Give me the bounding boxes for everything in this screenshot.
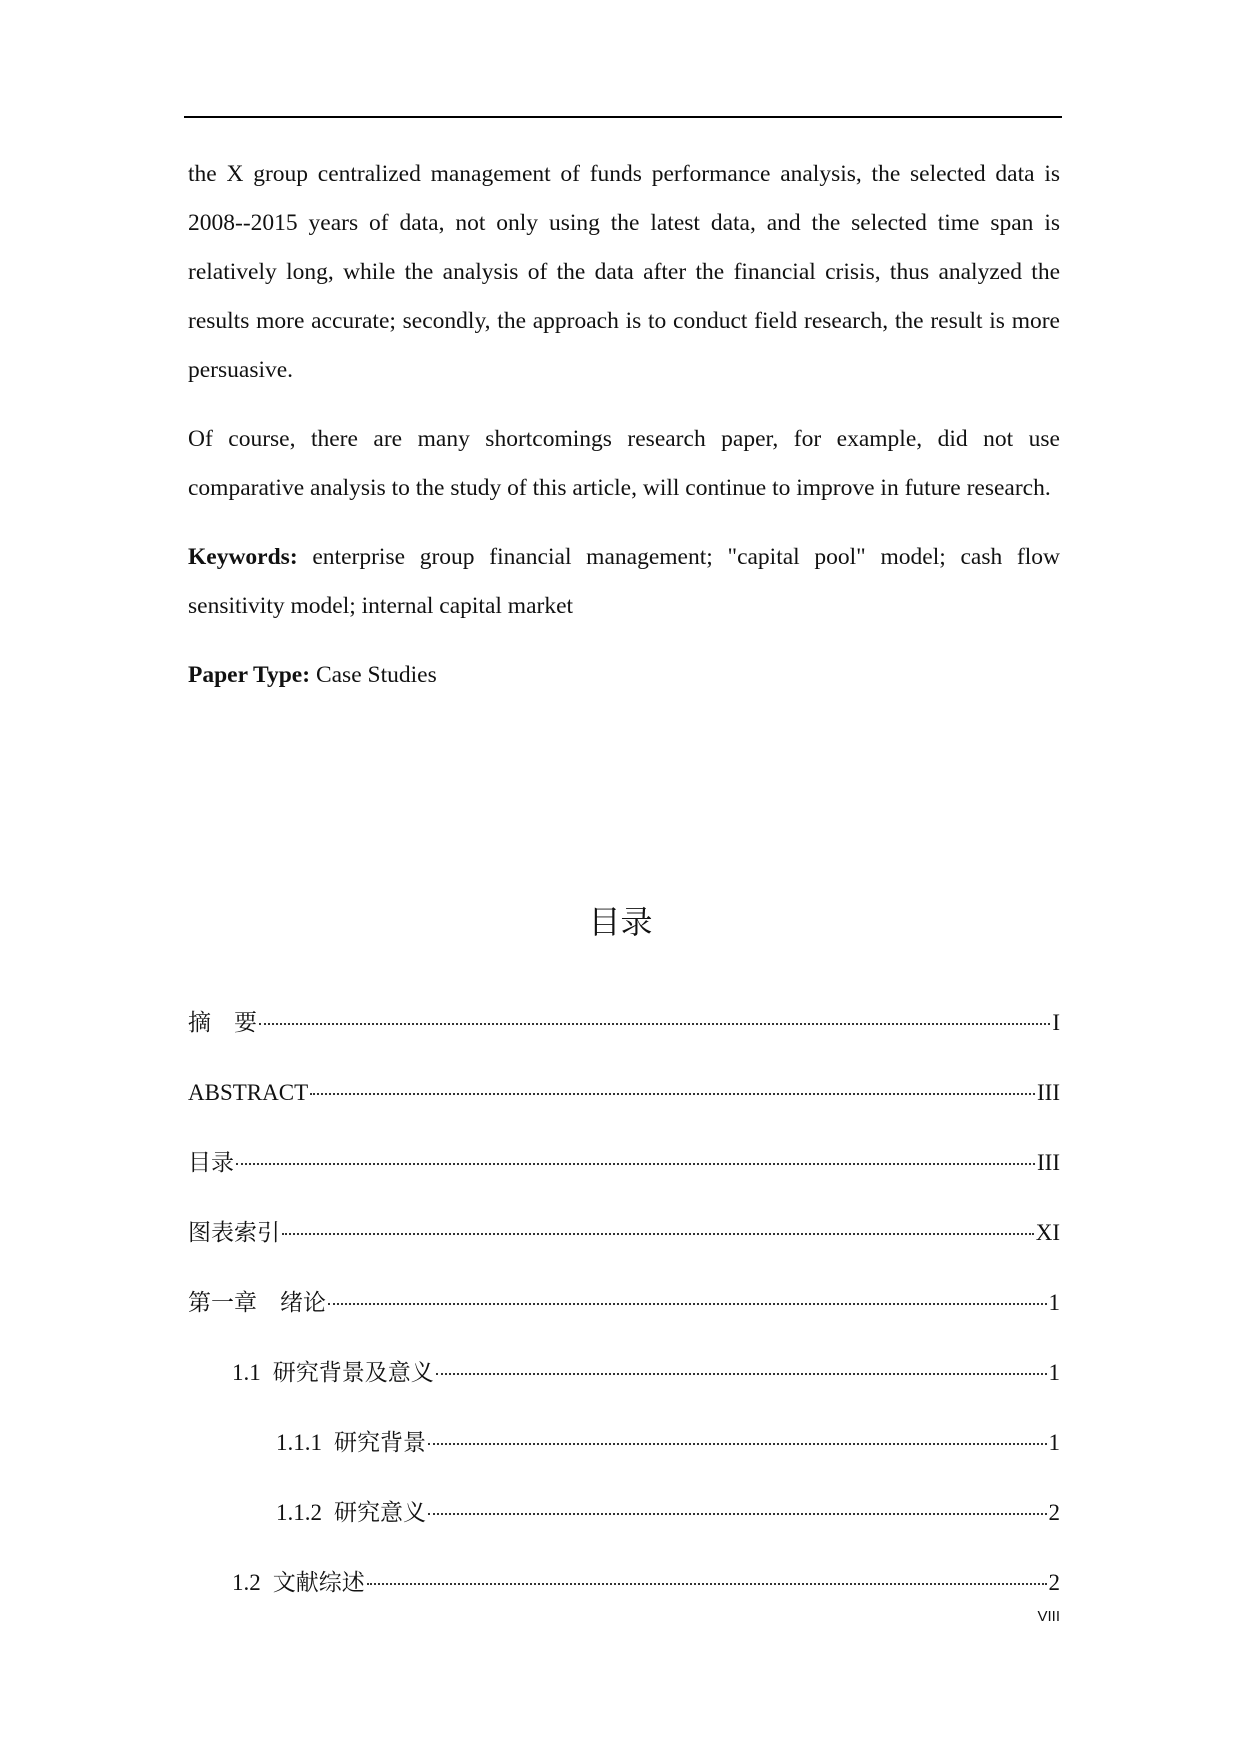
table-of-contents bbox=[188, 1001, 1060, 1631]
paper-type-line bbox=[188, 651, 1060, 700]
toc-entry[interactable] bbox=[188, 1491, 1060, 1561]
toc-entry-label: ABSTRACT bbox=[188, 1080, 309, 1105]
keywords-line bbox=[188, 533, 1060, 631]
toc-dot-leader bbox=[236, 1163, 1035, 1165]
toc-dot-leader bbox=[428, 1443, 1047, 1445]
toc-dot-leader bbox=[282, 1233, 1034, 1235]
toc-entry-page: 2 bbox=[1048, 1500, 1060, 1525]
toc-entry-page: 1 bbox=[1048, 1430, 1060, 1455]
toc-title: 目录 bbox=[588, 903, 653, 941]
toc-entry-label: 研究意义 bbox=[334, 1500, 426, 1525]
toc-entry-page: 1 bbox=[1048, 1290, 1060, 1315]
keywords-text: enterprise group financial management; "capital pool" model; cash flow sensitivity model; internal capital market bbox=[188, 544, 1060, 619]
toc-entry[interactable] bbox=[188, 1071, 1060, 1141]
toc-entry-page: III bbox=[1037, 1080, 1060, 1105]
toc-entry-page: III bbox=[1037, 1150, 1060, 1175]
paper-type-text: Case Studies bbox=[315, 662, 437, 688]
paper-type-label: Paper Type: bbox=[188, 662, 311, 688]
toc-dot-leader bbox=[259, 1023, 1050, 1025]
toc-entry[interactable] bbox=[188, 1141, 1060, 1211]
toc-dot-leader bbox=[310, 1093, 1035, 1095]
toc-entry-number: 1.2 bbox=[232, 1570, 261, 1595]
keywords-label: Keywords: bbox=[188, 544, 298, 570]
toc-entry-page: I bbox=[1052, 1010, 1060, 1035]
header-rule bbox=[184, 116, 1062, 118]
toc-entry[interactable] bbox=[188, 1351, 1060, 1421]
body-paragraph: Of course, there are many shortcomings research paper, for example, did not use comparative analysis to the study of this article, will continue to improve in future research. bbox=[188, 426, 1060, 501]
toc-dot-leader bbox=[428, 1513, 1047, 1515]
toc-dot-leader bbox=[328, 1303, 1047, 1305]
toc-dot-leader bbox=[367, 1583, 1047, 1585]
toc-entry-label: 摘 要 bbox=[188, 1010, 257, 1035]
toc-entry[interactable] bbox=[188, 1281, 1060, 1351]
toc-entry[interactable] bbox=[188, 1421, 1060, 1491]
toc-entry-number: 1.1.2 bbox=[276, 1500, 322, 1525]
toc-entry[interactable] bbox=[188, 1211, 1060, 1281]
toc-entry-label: 研究背景及意义 bbox=[272, 1360, 434, 1385]
toc-entry[interactable] bbox=[188, 1001, 1060, 1071]
toc-entry-page: XI bbox=[1035, 1220, 1060, 1245]
toc-dot-leader bbox=[436, 1373, 1047, 1375]
toc-entry-number: 1.1.1 bbox=[276, 1430, 322, 1455]
toc-entry-page: 1 bbox=[1048, 1360, 1060, 1385]
toc-entry-label: 目录 bbox=[188, 1150, 234, 1175]
toc-entry-label: 图表索引 bbox=[188, 1220, 280, 1245]
toc-entry-label: 研究背景 bbox=[334, 1430, 426, 1455]
toc-entry[interactable] bbox=[188, 1561, 1060, 1631]
page-number: VIII bbox=[1037, 1608, 1060, 1625]
body-paragraph: the X group centralized management of funds performance analysis, the selected data is 2008--2015 years of data, not only using the latest data, and the selected time span is relatively long, while the analysis of the data after the financial crisis, thus analyzed the results more accurate; secondly, the approach is to conduct field research, the result is more persuasive. bbox=[188, 161, 1060, 383]
abstract-continuation bbox=[188, 150, 1060, 700]
toc-entry-label: 文献综述 bbox=[272, 1570, 365, 1595]
toc-entry-number: 1.1 bbox=[232, 1360, 261, 1385]
toc-entry-page: 2 bbox=[1048, 1570, 1060, 1595]
toc-entry-label: 第一章 绪论 bbox=[188, 1290, 326, 1315]
